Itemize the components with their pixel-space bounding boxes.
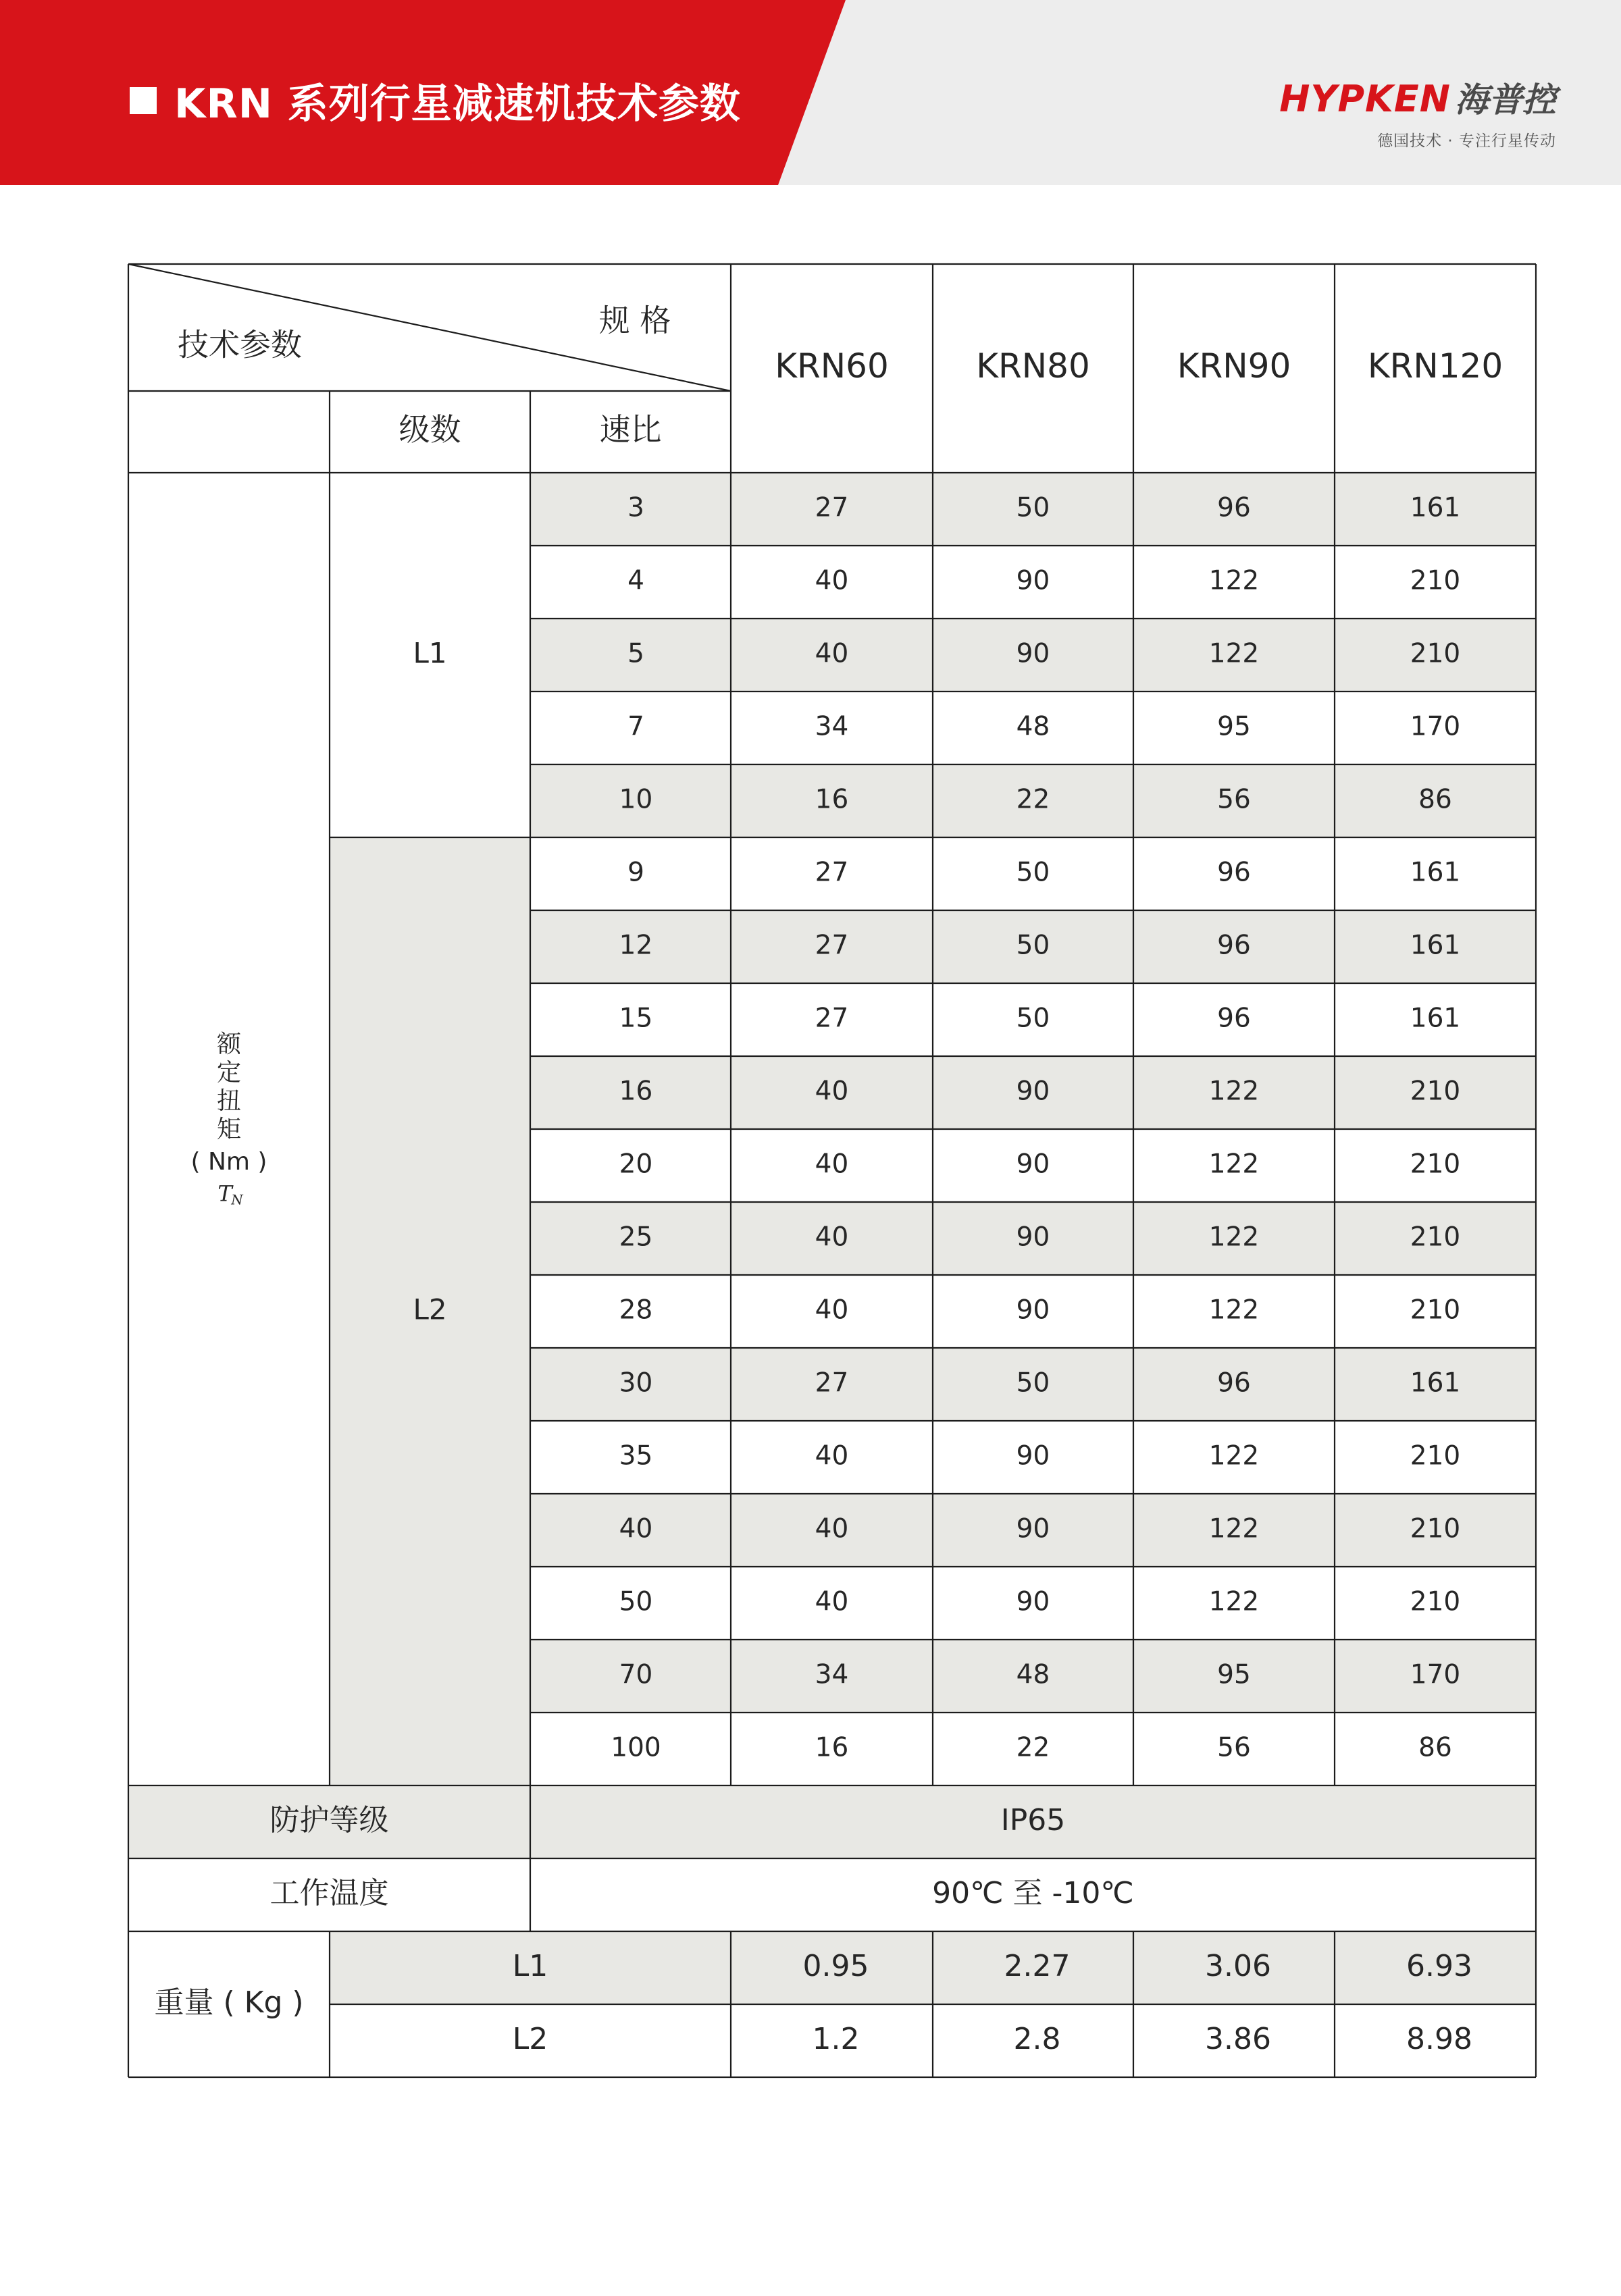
torque-label-char: 矩 bbox=[216, 1116, 242, 1143]
weight-label: 重量 ( Kg ) bbox=[154, 1985, 304, 2020]
header-stage-label: 级数 bbox=[398, 411, 461, 448]
torque-label-char: 额 bbox=[216, 1030, 242, 1058]
torque-value-cell: 122 bbox=[1208, 1513, 1260, 1544]
header-ratio-label: 速比 bbox=[599, 411, 662, 448]
model-header-krn90: KRN90 bbox=[1177, 346, 1291, 386]
torque-value-cell: 96 bbox=[1217, 930, 1251, 961]
ratio-cell: 7 bbox=[627, 711, 644, 742]
ratio-cell: 16 bbox=[619, 1076, 653, 1107]
weight-value-cell: 6.93 bbox=[1406, 1949, 1472, 1983]
torque-value-cell: 40 bbox=[815, 565, 849, 596]
ratio-cell: 100 bbox=[611, 1732, 661, 1763]
torque-value-cell: 122 bbox=[1208, 1076, 1260, 1107]
torque-value-cell: 210 bbox=[1410, 1513, 1461, 1544]
torque-value-cell: 90 bbox=[1016, 1076, 1050, 1107]
model-header-krn60: KRN60 bbox=[775, 346, 889, 386]
torque-value-cell: 161 bbox=[1410, 857, 1461, 888]
torque-value-cell: 210 bbox=[1410, 638, 1461, 669]
torque-value-cell: 40 bbox=[815, 1149, 849, 1180]
ratio-cell: 35 bbox=[619, 1440, 653, 1471]
model-header-krn120: KRN120 bbox=[1367, 346, 1503, 386]
ratio-cell: 70 bbox=[619, 1659, 653, 1690]
stage-label-l1: L1 bbox=[413, 636, 447, 670]
torque-value-cell: 90 bbox=[1016, 1440, 1050, 1471]
torque-value-cell: 210 bbox=[1410, 1440, 1461, 1471]
torque-value-cell: 95 bbox=[1217, 1659, 1251, 1690]
torque-value-cell: 122 bbox=[1208, 1222, 1260, 1253]
torque-value-cell: 40 bbox=[815, 638, 849, 669]
torque-value-cell: 50 bbox=[1016, 1367, 1050, 1399]
ratio-cell: 28 bbox=[619, 1295, 653, 1326]
torque-value-cell: 56 bbox=[1217, 1732, 1251, 1763]
torque-value-cell: 161 bbox=[1410, 1003, 1461, 1034]
torque-value-cell: 90 bbox=[1016, 638, 1050, 669]
page-title-text: KRN 系列行星减速机技术参数 bbox=[174, 80, 741, 128]
torque-value-cell: 210 bbox=[1410, 1149, 1461, 1180]
torque-value-cell: 50 bbox=[1016, 1003, 1050, 1034]
torque-value-cell: 34 bbox=[815, 1659, 849, 1690]
torque-value-cell: 22 bbox=[1016, 1732, 1050, 1763]
torque-value-cell: 90 bbox=[1016, 1586, 1050, 1617]
torque-value-cell: 27 bbox=[815, 857, 849, 888]
torque-value-cell: 86 bbox=[1418, 784, 1452, 815]
torque-value-cell: 27 bbox=[815, 1003, 849, 1034]
weight-value-cell: 0.95 bbox=[802, 1949, 869, 1983]
torque-value-cell: 210 bbox=[1410, 1076, 1461, 1107]
protection-label: 防护等级 bbox=[269, 1803, 389, 1837]
torque-value-cell: 210 bbox=[1410, 1295, 1461, 1326]
torque-value-cell: 170 bbox=[1410, 1659, 1461, 1690]
torque-value-cell: 96 bbox=[1217, 1003, 1251, 1034]
weight-stage-l2: L2 bbox=[512, 2022, 548, 2056]
brand-slogan: 德国技术 · 专注行星传动 bbox=[1377, 132, 1556, 150]
torque-value-cell: 48 bbox=[1016, 711, 1050, 742]
torque-value-cell: 96 bbox=[1217, 857, 1251, 888]
ratio-cell: 40 bbox=[619, 1513, 653, 1544]
header-param-label: 技术参数 bbox=[178, 326, 302, 363]
torque-label-char: 扭 bbox=[216, 1087, 242, 1115]
ratio-cell: 12 bbox=[619, 930, 653, 961]
torque-value-cell: 48 bbox=[1016, 1659, 1050, 1690]
torque-value-cell: 40 bbox=[815, 1222, 849, 1253]
torque-value-cell: 90 bbox=[1016, 1222, 1050, 1253]
weight-value-cell: 3.86 bbox=[1205, 2022, 1271, 2056]
torque-value-cell: 40 bbox=[815, 1586, 849, 1617]
torque-value-cell: 122 bbox=[1208, 1440, 1260, 1471]
model-header-krn80: KRN80 bbox=[976, 346, 1090, 386]
torque-value-cell: 50 bbox=[1016, 930, 1050, 961]
torque-value-cell: 86 bbox=[1418, 1732, 1452, 1763]
ratio-cell: 50 bbox=[619, 1586, 653, 1617]
torque-value-cell: 122 bbox=[1208, 1586, 1260, 1617]
ratio-cell: 30 bbox=[619, 1367, 653, 1399]
temperature-label: 工作温度 bbox=[269, 1876, 389, 1910]
protection-value: IP65 bbox=[1000, 1803, 1066, 1837]
ratio-cell: 20 bbox=[619, 1149, 653, 1180]
torque-value-cell: 95 bbox=[1217, 711, 1251, 742]
torque-value-cell: 50 bbox=[1016, 492, 1050, 523]
ratio-cell: 4 bbox=[627, 565, 644, 596]
brand-name: HYPKEN bbox=[1279, 78, 1451, 120]
torque-value-cell: 210 bbox=[1410, 565, 1461, 596]
torque-value-cell: 96 bbox=[1217, 1367, 1251, 1399]
torque-symbol-sub: N bbox=[231, 1191, 243, 1208]
torque-value-cell: 22 bbox=[1016, 784, 1050, 815]
torque-label-char: 定 bbox=[216, 1059, 242, 1087]
torque-value-cell: 34 bbox=[815, 711, 849, 742]
brand-cn-name: 海普控 bbox=[1455, 80, 1556, 120]
torque-symbol: T bbox=[217, 1180, 232, 1207]
torque-value-cell: 27 bbox=[815, 930, 849, 961]
weight-value-cell: 8.98 bbox=[1406, 2022, 1472, 2056]
torque-value-cell: 210 bbox=[1410, 1222, 1461, 1253]
weight-stage-l1: L1 bbox=[512, 1949, 548, 1983]
torque-unit: ( Nm ) bbox=[190, 1148, 267, 1176]
torque-value-cell: 161 bbox=[1410, 492, 1461, 523]
torque-value-cell: 122 bbox=[1208, 638, 1260, 669]
torque-value-cell: 50 bbox=[1016, 857, 1050, 888]
torque-value-cell: 122 bbox=[1208, 565, 1260, 596]
torque-value-cell: 161 bbox=[1410, 930, 1461, 961]
torque-value-cell: 210 bbox=[1410, 1586, 1461, 1617]
torque-value-cell: 40 bbox=[815, 1295, 849, 1326]
ratio-cell: 15 bbox=[619, 1003, 653, 1034]
ratio-cell: 9 bbox=[627, 857, 644, 888]
weight-value-cell: 3.06 bbox=[1205, 1949, 1271, 1983]
torque-value-cell: 161 bbox=[1410, 1367, 1461, 1399]
torque-value-cell: 170 bbox=[1410, 711, 1461, 742]
weight-value-cell: 2.8 bbox=[1013, 2022, 1061, 2056]
torque-value-cell: 90 bbox=[1016, 565, 1050, 596]
torque-value-cell: 122 bbox=[1208, 1149, 1260, 1180]
temperature-value: 90℃ 至 -10℃ bbox=[932, 1876, 1134, 1910]
weight-value-cell: 1.2 bbox=[812, 2022, 860, 2056]
torque-value-cell: 16 bbox=[815, 1732, 849, 1763]
torque-value-cell: 90 bbox=[1016, 1295, 1050, 1326]
torque-value-cell: 40 bbox=[815, 1076, 849, 1107]
ratio-cell: 5 bbox=[627, 638, 644, 669]
ratio-cell: 25 bbox=[619, 1222, 653, 1253]
weight-value-cell: 2.27 bbox=[1004, 1949, 1071, 1983]
torque-value-cell: 27 bbox=[815, 492, 849, 523]
torque-value-cell: 16 bbox=[815, 784, 849, 815]
torque-value-cell: 40 bbox=[815, 1513, 849, 1544]
torque-value-cell: 56 bbox=[1217, 784, 1251, 815]
header-spec-label: 规 格 bbox=[598, 302, 671, 339]
ratio-cell: 10 bbox=[619, 784, 653, 815]
torque-value-cell: 96 bbox=[1217, 492, 1251, 523]
torque-value-cell: 90 bbox=[1016, 1149, 1050, 1180]
torque-value-cell: 40 bbox=[815, 1440, 849, 1471]
torque-value-cell: 90 bbox=[1016, 1513, 1050, 1544]
ratio-cell: 3 bbox=[627, 492, 644, 523]
torque-value-cell: 122 bbox=[1208, 1295, 1260, 1326]
torque-value-cell: 27 bbox=[815, 1367, 849, 1399]
stage-label-l2: L2 bbox=[413, 1293, 447, 1326]
